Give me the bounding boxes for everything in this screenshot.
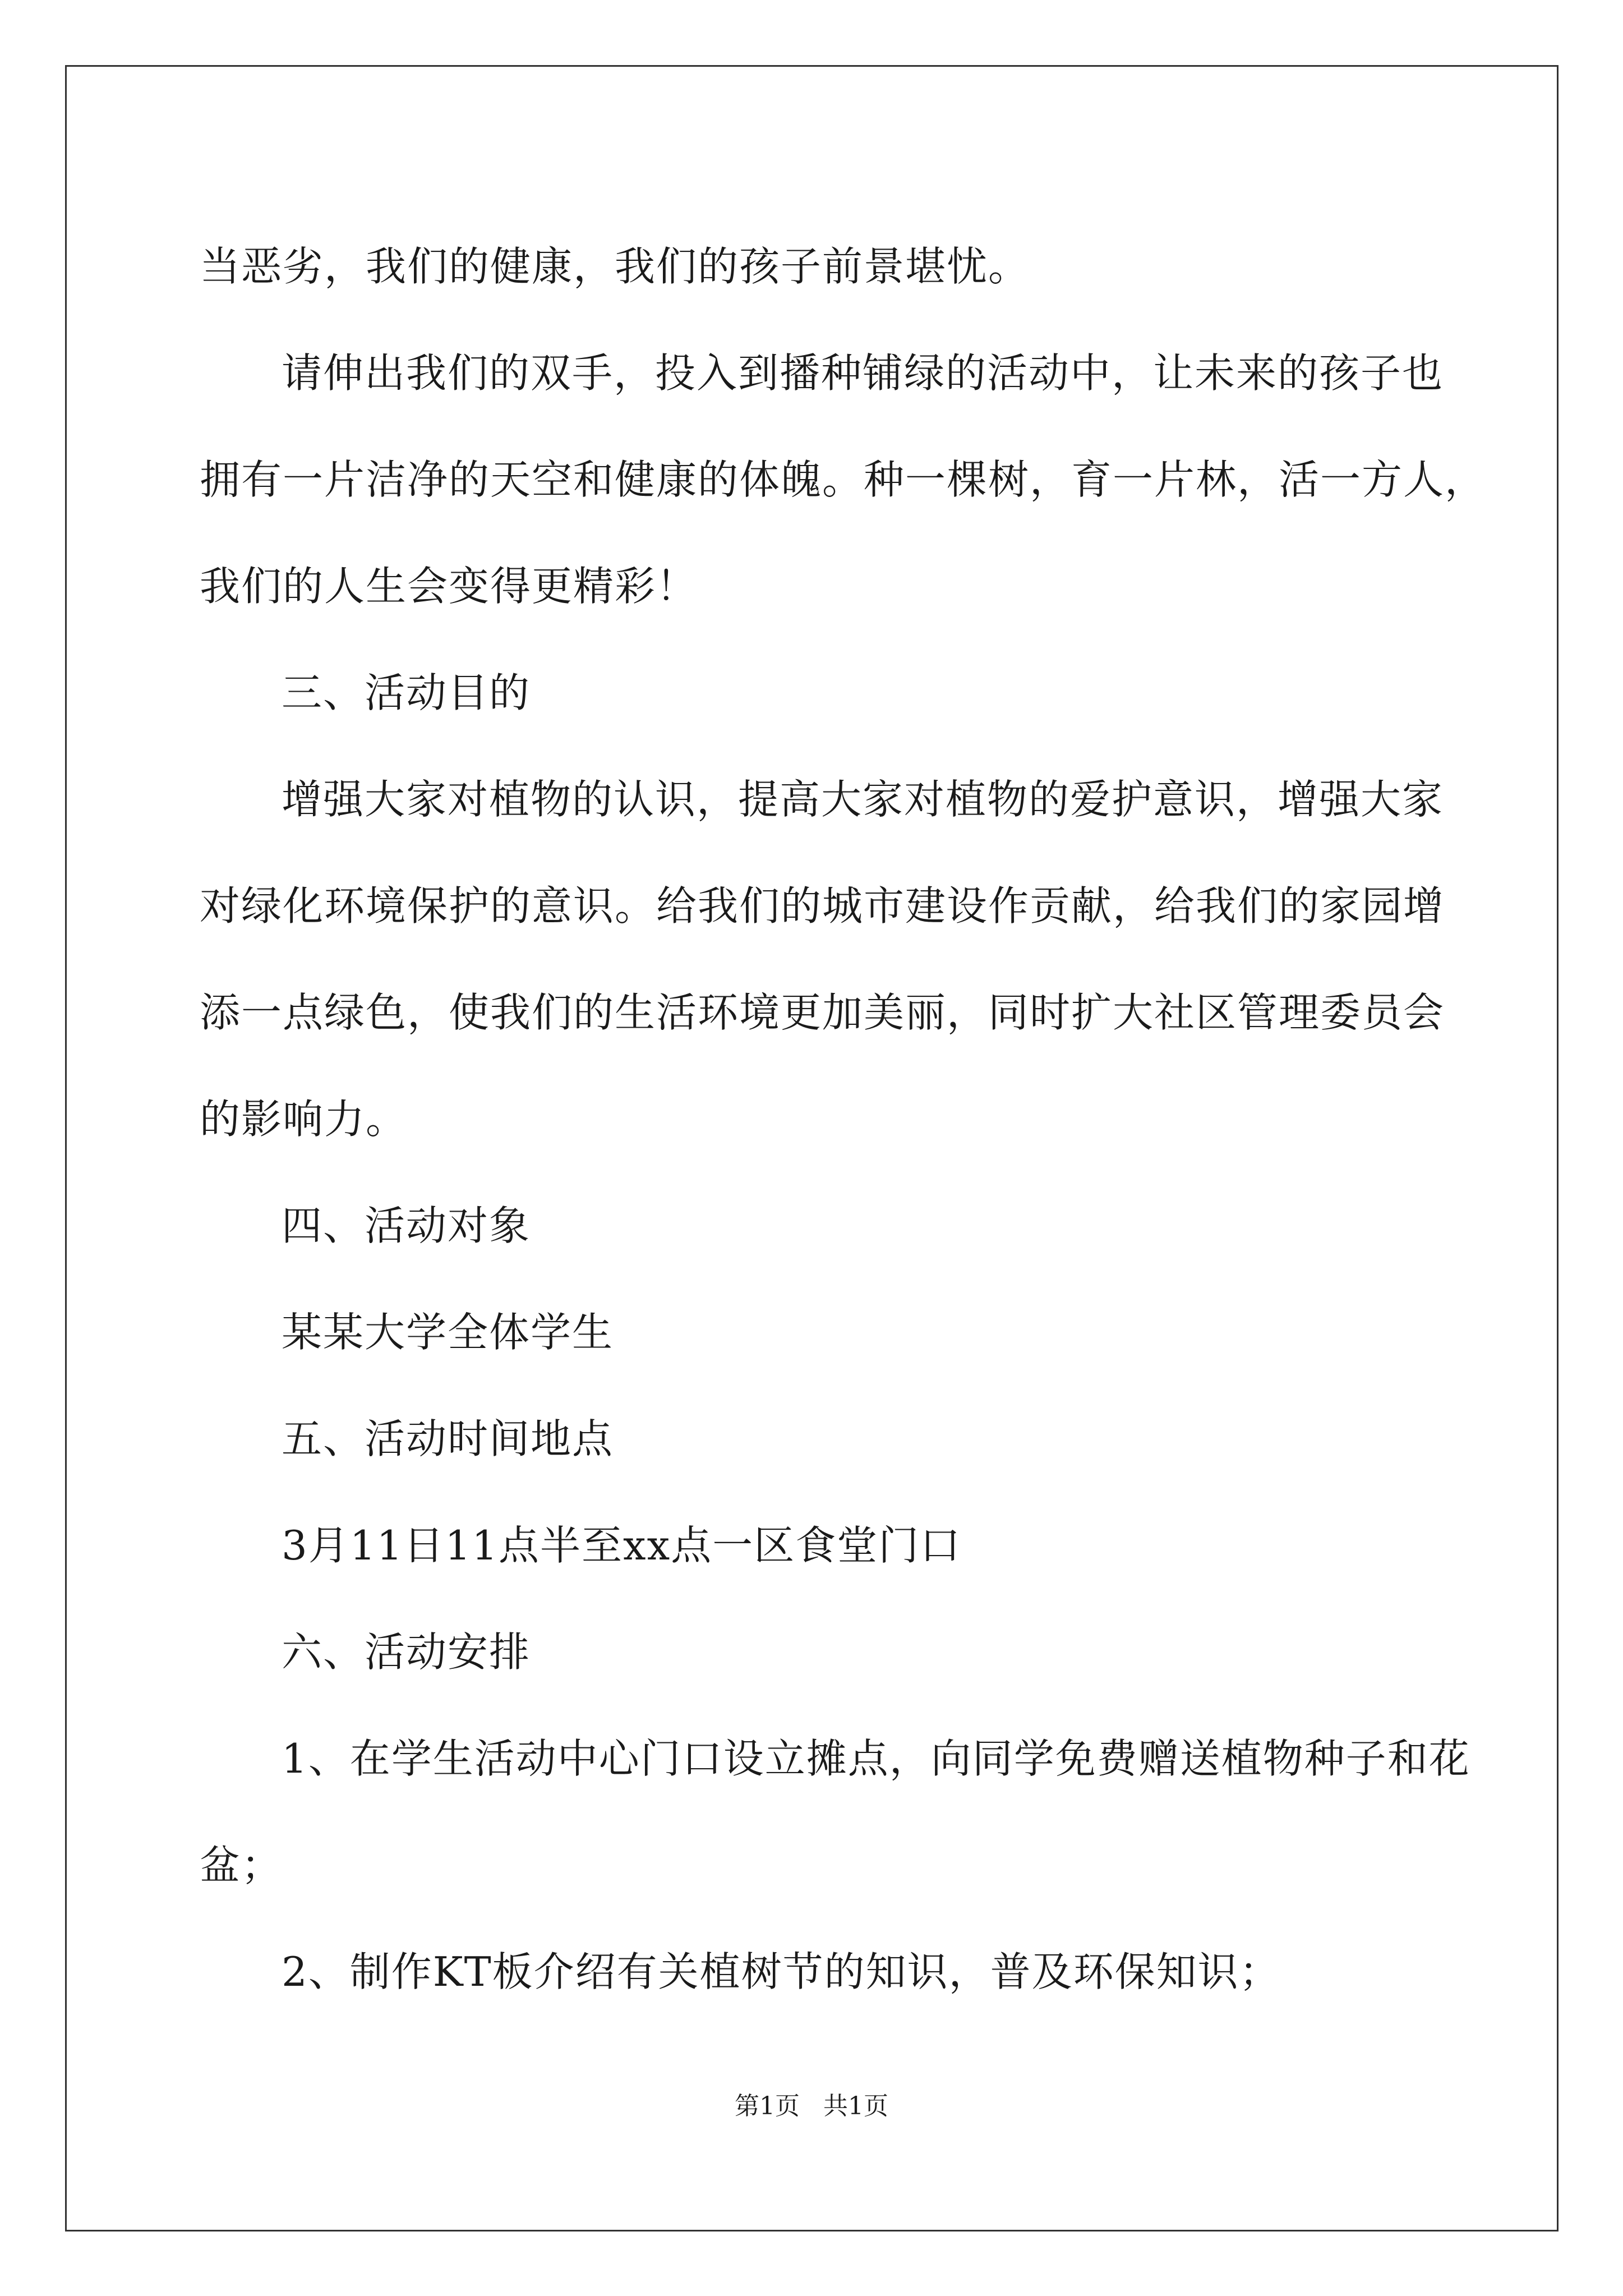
page-footer: 第1页 共1页 [735, 2092, 888, 2120]
list-item-continuation: 盆； [200, 1842, 283, 1889]
body-line: 请伸出我们的双手，投入到播种铺绿的活动中，让未来的孩子也 [282, 349, 1444, 397]
list-item: 2、制作KT板介绍有关植树节的知识，普及环保知识； [282, 1948, 1281, 1995]
document-body [200, 213, 1487, 2025]
body-line: 3月11日11点半至xx点一区食堂门口 [282, 1522, 962, 1569]
body-line: 我们的人生会变得更精彩！ [200, 563, 698, 610]
section-heading: 五、活动时间地点 [282, 1415, 614, 1462]
body-line: 的影响力。 [200, 1096, 408, 1143]
body-line: 增强大家对植物的认识，提高大家对植物的爱护意识，增强大家 [282, 776, 1444, 823]
body-line: 对绿化环境保护的意识。给我们的城市建设作贡献，给我们的家园增 [200, 882, 1445, 930]
body-line: 添一点绿色，使我们的生活环境更加美丽，同时扩大社区管理委员会 [200, 989, 1445, 1036]
section-heading: 六、活动安排 [282, 1628, 531, 1676]
list-item: 1、在学生活动中心门口设立摊点，向同学免费赠送植物种子和花 [282, 1735, 1470, 1782]
section-heading: 四、活动对象 [282, 1202, 531, 1249]
body-line: 拥有一片洁净的天空和健康的体魄。种一棵树，育一片林，活一方人， [200, 456, 1487, 503]
section-heading: 三、活动目的 [282, 669, 531, 716]
body-line: 当恶劣，我们的健康，我们的孩子前景堪忧。 [200, 243, 1030, 290]
body-line: 某某大学全体学生 [282, 1309, 614, 1356]
